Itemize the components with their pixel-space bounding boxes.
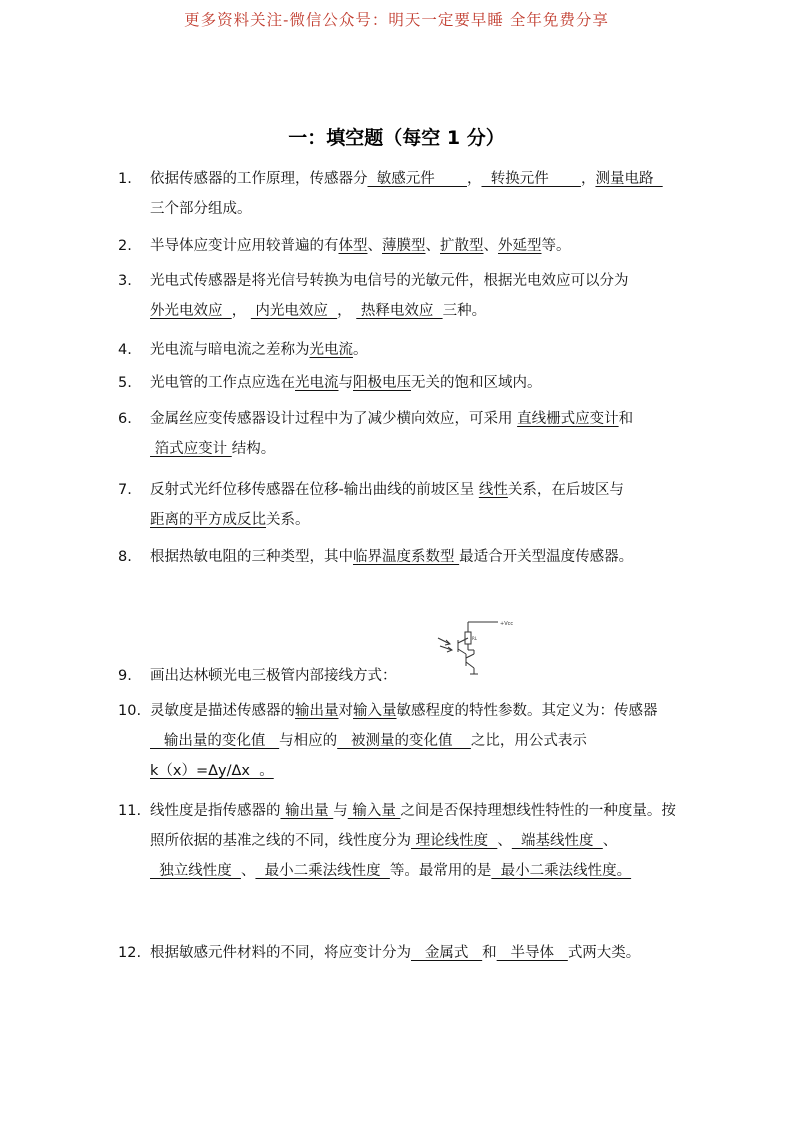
question-text: 、: [425, 238, 440, 254]
question-9: [118, 661, 678, 691]
question-text: 金属丝应变传感器设计过程中为了减少横向效应，可采用: [150, 411, 518, 427]
question-number: 3.: [118, 273, 132, 289]
question-number: 8.: [118, 549, 132, 565]
answer-blank: 金属式: [411, 945, 483, 961]
question-11: [118, 796, 678, 886]
question-text: 反射式光纤位移传感器在位移-输出曲线的前坡区呈: [150, 482, 479, 498]
question-text: 、: [602, 833, 618, 849]
question-text: 式两大类。: [567, 945, 641, 961]
answer-blank: 被测量的变化值: [337, 733, 471, 749]
question-12: [118, 938, 678, 968]
answer-blank: 体型: [338, 238, 368, 254]
question-text: 三个部分组成。: [150, 201, 252, 217]
answer-blank: 外光电效应: [150, 303, 232, 319]
answer-blank: 端基线性度: [511, 833, 603, 849]
question-number: 12.: [118, 945, 142, 961]
question-text: 对: [338, 703, 353, 719]
question-text: 和: [482, 945, 497, 961]
question-number: 11.: [118, 803, 142, 819]
answer-blank: 内光电效应: [250, 303, 338, 319]
question-text: 敏感程度的特性参数。其定义为：传感器: [396, 703, 658, 719]
question-text: 和: [618, 411, 634, 427]
question-6: [118, 404, 678, 464]
answer-blank: 扩散型: [440, 238, 484, 254]
question-text: ，: [580, 171, 596, 187]
question-text: 光电管的工作点应选在: [150, 375, 295, 391]
question-text: 等。: [541, 238, 571, 254]
answer-blank: 线性: [478, 482, 508, 498]
question-text: 关系，在后坡区与: [507, 482, 624, 498]
question-text: 。: [353, 342, 368, 358]
question-3: [118, 266, 678, 326]
question-5: [118, 368, 678, 398]
question-number: 4.: [118, 342, 132, 358]
answer-blank: 半导体: [496, 945, 568, 961]
answer-blank: 输出量: [280, 803, 334, 819]
question-number: 10.: [118, 703, 142, 719]
question-10: [118, 696, 678, 786]
answer-blank: 独立线性度: [150, 863, 241, 879]
question-text: 之比，用公式表示: [470, 733, 587, 749]
question-text: 之间是否保持理想线性特性的一种度量。按照所依据的基准之线的不同，线性度分为: [150, 803, 676, 849]
question-text: 画出达林顿光电三极管内部接线方式：: [150, 668, 397, 684]
answer-blank: 光电流: [295, 375, 339, 391]
question-text: 光电流与暗电流之差称为: [150, 342, 310, 358]
answer-blank: 输入量: [347, 803, 401, 819]
question-text: 依据传感器的工作原理，传感器分: [150, 171, 368, 187]
question-text: 与: [338, 375, 353, 391]
question-number: 5.: [118, 375, 132, 391]
answer-blank: 热释电效应: [356, 303, 443, 319]
answer-blank: 阳极电压: [353, 375, 411, 391]
question-text: 、: [367, 238, 382, 254]
vcc-label: +Vcc: [500, 621, 514, 627]
question-number: 9.: [118, 668, 132, 684]
question-text: 与相应的: [279, 733, 338, 749]
question-7: [118, 475, 678, 535]
question-text: 无关的饱和区域内。: [411, 375, 542, 391]
question-4: [118, 335, 678, 365]
answer-blank: 外延型: [498, 238, 542, 254]
question-text: 、: [497, 833, 512, 849]
rl-label: RL: [472, 636, 478, 641]
question-text: ，: [337, 303, 357, 319]
question-text: 、: [240, 863, 256, 879]
question-2: [118, 231, 678, 261]
question-text: 半导体应变计应用较普遍的有: [150, 238, 339, 254]
question-number: 7.: [118, 482, 132, 498]
section-title: 一：填空题（每空 1 分）: [288, 127, 505, 149]
answer-blank: 光电流: [309, 342, 353, 358]
answer-blank: 输出量: [295, 703, 339, 719]
answer-blank: 距离的平方成反比: [150, 512, 266, 528]
question-text: 光电式传感器是将光信号转换为电信号的光敏元件，根据光电效应可以分为: [150, 273, 629, 289]
question-text: 与: [333, 803, 348, 819]
question-text: 最适合开关型温度传感器。: [459, 549, 634, 565]
question-text: 根据敏感元件材料的不同，将应变计分为: [150, 945, 411, 961]
question-text: 灵敏度是描述传感器的: [150, 703, 295, 719]
question-text: 、: [483, 238, 498, 254]
answer-blank: 输出量的变化值: [150, 733, 280, 749]
question-number: 2.: [118, 238, 132, 254]
question-1: [118, 164, 678, 224]
question-text: ，: [466, 171, 482, 187]
answer-blank: 最小二乘法线性度: [255, 863, 390, 879]
question-text: 根据热敏电阻的三种类型，其中: [150, 549, 353, 565]
question-number: 1.: [118, 171, 132, 187]
answer-blank: 最小二乘法线性度。: [491, 863, 632, 879]
answer-blank: 临界温度系数型: [353, 549, 460, 565]
question-text: ，: [231, 303, 251, 319]
question-text: 线性度是指传感器的: [150, 803, 281, 819]
question-text: 结构。: [231, 441, 276, 457]
promo-banner: 更多资料关注-微信公众号：明天一定要早睡 全年免费分享: [184, 11, 609, 29]
answer-blank: 转换元件: [481, 171, 581, 187]
answer-blank: 直线栅式应变计: [517, 411, 619, 427]
answer-blank: 输入量: [353, 703, 397, 719]
question-8: [118, 542, 678, 572]
question-number: 6.: [118, 411, 132, 427]
answer-blank: 箔式应变计: [150, 441, 232, 457]
answer-blank: 敏感元件: [367, 171, 467, 187]
question-text: 关系。: [266, 512, 310, 528]
answer-blank: 理论线性度: [411, 833, 498, 849]
answer-blank: k（x）=Δy/Δx 。: [150, 763, 274, 779]
question-text: 三种。: [442, 303, 487, 319]
answer-blank: 测量电路: [595, 171, 663, 187]
question-text: 等。最常用的是: [389, 863, 492, 879]
answer-blank: 薄膜型: [382, 238, 426, 254]
